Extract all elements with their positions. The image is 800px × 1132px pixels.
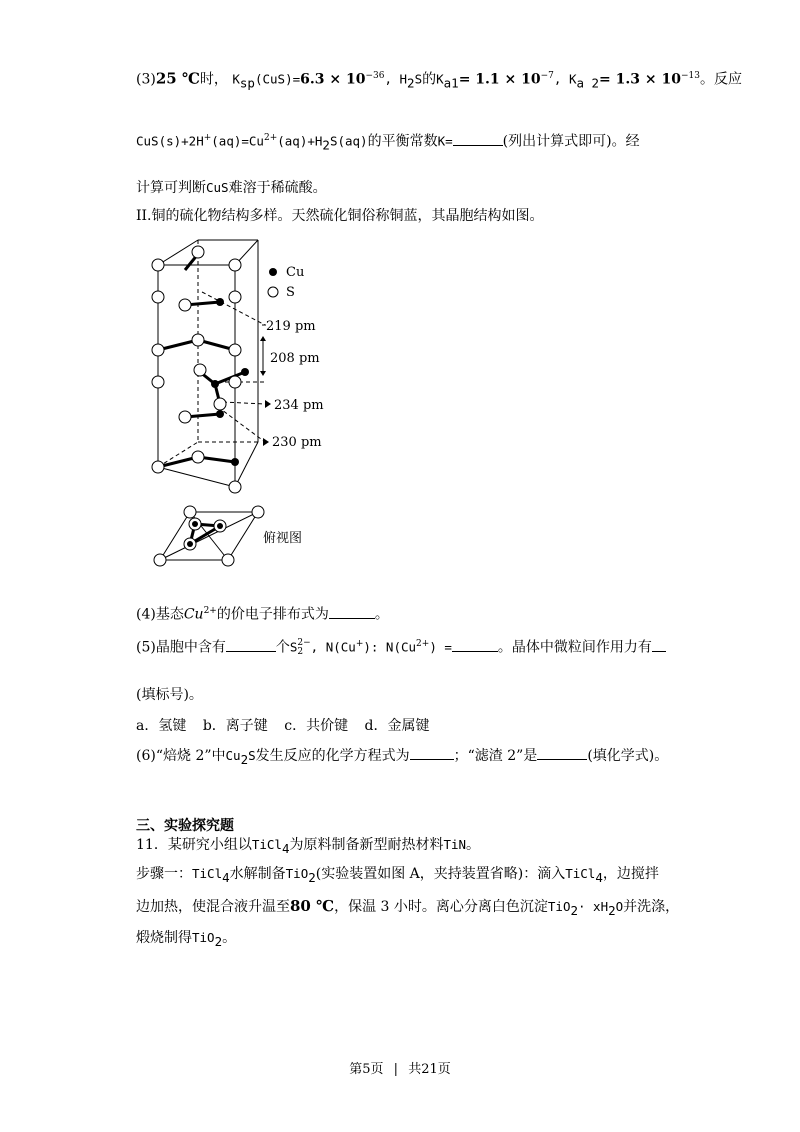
q3-line1: (3)25 ℃时， $K_{sp}(CuS)=6.3 \times 10^{-36}$, $H_2S$的$K_{a1}= 1.1 \times 10^{-7}$, $K_{a 2}= 1.3 \times 10^{-13}$。反应 bbox=[136, 69, 742, 91]
option-a: a．氢键 bbox=[136, 718, 187, 734]
q6: (6)“焙烧 2”中$Cu_2S$发生反应的化学方程式为 ；“滤渣 2”是 (填化学式)。 bbox=[136, 745, 668, 770]
answer-blank-k[interactable] bbox=[453, 131, 503, 146]
q11-line3: 边加热，使混合液升温至80 ℃，保温 3 小时。离心分离白色沉淀$TiO_2\cdot xH_2O$并洗涤， bbox=[136, 897, 680, 918]
q11-line4: 煅烧制得TiO$_2$。 bbox=[136, 930, 237, 949]
page-total: 共21页 bbox=[408, 1062, 451, 1077]
q11-line1: 11．某研究小组以TiCl$_4$为原料制备新型耐热材料TiN。 bbox=[136, 837, 481, 856]
distance-208: 208 pm bbox=[270, 351, 320, 366]
answer-blank-q4[interactable] bbox=[329, 604, 375, 619]
q4: (4)基态$Cu^{2+}$的价电子排布式为 。 bbox=[136, 601, 389, 625]
section3-title: 三、实验探究题 bbox=[136, 818, 234, 834]
page-number: 第5页 bbox=[349, 1062, 384, 1077]
top-view-label: 俯视图 bbox=[263, 531, 303, 546]
section2-intro: II.铜的硫化物结构多样。天然硫化铜俗称铜蓝，其晶胞结构如图。 bbox=[136, 208, 544, 224]
answer-blank-q5-count[interactable] bbox=[226, 637, 276, 652]
answer-blank-q5-ratio[interactable] bbox=[452, 637, 498, 652]
distance-219: 219 pm bbox=[266, 319, 316, 334]
q11-line2: 步骤一：TiCl$_4$水解制备TiO$_2$(实验装置如图 A，夹持装置省略)：滴入TiCl$_4$，边搅拌 bbox=[136, 866, 659, 885]
page-footer bbox=[0, 1058, 800, 1077]
option-c: c．共价键 bbox=[284, 718, 349, 734]
top-view-figure bbox=[150, 500, 320, 570]
footer-separator: | bbox=[393, 1062, 399, 1077]
answer-blank-q6-residue[interactable] bbox=[537, 745, 587, 760]
q3-line2: $CuS(s)+2H^+(aq)=Cu^{2+}(aq)+H_2S(aq)$的平衡常数K= (列出计算式即可)。经 bbox=[136, 128, 640, 155]
legend-s: S bbox=[286, 285, 295, 300]
q5-options bbox=[136, 716, 430, 736]
option-b: b．离子键 bbox=[202, 718, 268, 734]
legend-cu: Cu bbox=[286, 265, 305, 280]
distance-234: 234 pm bbox=[274, 398, 324, 413]
distance-230: 230 pm bbox=[272, 435, 322, 450]
q5: (5)晶胞中含有 个S 2− 2 , N(Cu+): $N(Cu^{2+})$ = 。晶体中微粒间作用力有 bbox=[136, 634, 666, 658]
crystal-structure-figure bbox=[140, 232, 340, 502]
answer-blank-q6-eq[interactable] bbox=[410, 745, 454, 760]
answer-blank-q5-force[interactable] bbox=[652, 637, 666, 652]
q5-tail: (填标号)。 bbox=[136, 687, 203, 703]
option-d: d．金属键 bbox=[364, 718, 430, 734]
q3-line3: 计算可判断CuS难溶于稀硫酸。 bbox=[136, 180, 327, 196]
